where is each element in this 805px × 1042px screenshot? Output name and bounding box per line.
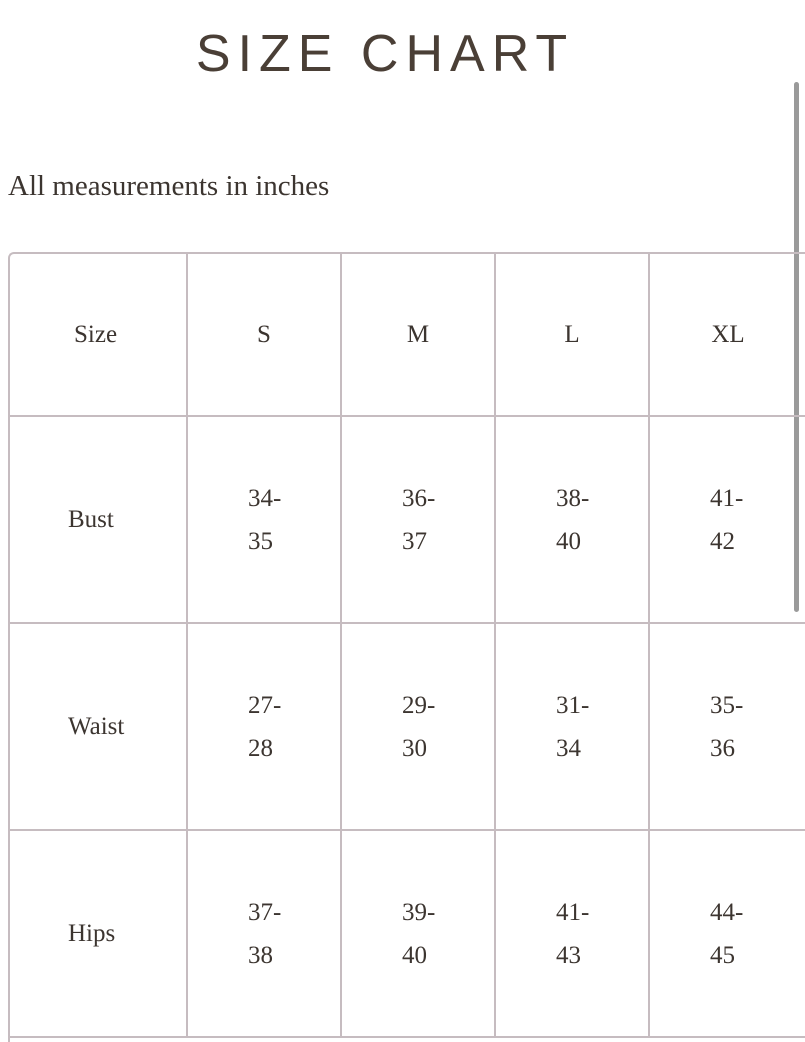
table-row-waist <box>10 623 805 830</box>
range-end: 45 <box>710 941 735 969</box>
measurement-unit-note: All measurements in inches <box>8 170 330 202</box>
range-start: 29- <box>402 691 436 719</box>
table-cell <box>495 830 649 1037</box>
header-cell-size: Size <box>10 254 187 416</box>
range-end: 40 <box>402 941 427 969</box>
table-cell <box>341 830 495 1037</box>
range-start: 41- <box>556 898 590 926</box>
range-end: 38 <box>248 941 273 969</box>
row-label-hips: Hips <box>10 830 187 1037</box>
header-cell-l: L <box>495 254 649 416</box>
range-start: 44- <box>710 898 744 926</box>
range-end: 36 <box>710 734 735 762</box>
range-end: 42 <box>710 527 735 555</box>
table-cell <box>495 416 649 623</box>
size-chart-table-container <box>8 252 805 1042</box>
range-end: 35 <box>248 527 273 555</box>
header-cell-m: M <box>341 254 495 416</box>
header-cell-s: S <box>187 254 341 416</box>
table-cell <box>649 416 805 623</box>
range-start: 38- <box>556 484 590 512</box>
range-end: 40 <box>556 527 581 555</box>
table-cell <box>187 416 341 623</box>
range-start: 35- <box>710 691 744 719</box>
table-header-row <box>10 254 805 416</box>
range-end: 28 <box>248 734 273 762</box>
header-cell-xl: XL <box>649 254 805 416</box>
row-label-bust: Bust <box>10 416 187 623</box>
row-label-waist: Waist <box>10 623 187 830</box>
table-row-hips <box>10 830 805 1037</box>
range-start: 31- <box>556 691 590 719</box>
range-end: 30 <box>402 734 427 762</box>
table-cell <box>649 623 805 830</box>
range-end: 37 <box>402 527 427 555</box>
table-row-bust <box>10 416 805 623</box>
range-start: 37- <box>248 898 282 926</box>
table-cell <box>341 416 495 623</box>
page-title: SIZE CHART <box>195 25 575 83</box>
range-start: 36- <box>402 484 436 512</box>
range-start: 41- <box>710 484 744 512</box>
table-cell <box>495 623 649 830</box>
table-cell <box>187 830 341 1037</box>
range-start: 34- <box>248 484 282 512</box>
table-cell <box>187 623 341 830</box>
range-end: 43 <box>556 941 581 969</box>
range-start: 39- <box>402 898 436 926</box>
table-cell <box>649 830 805 1037</box>
range-start: 27- <box>248 691 282 719</box>
range-end: 34 <box>556 734 581 762</box>
table-cell <box>341 623 495 830</box>
size-chart-table <box>10 254 805 1038</box>
